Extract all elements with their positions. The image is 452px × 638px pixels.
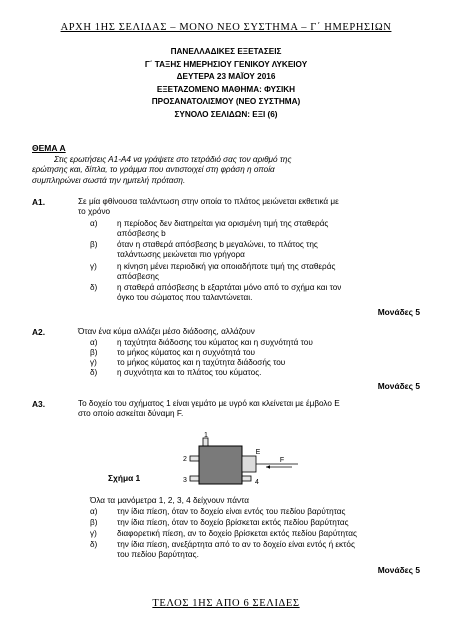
manometer-3-tube [190, 476, 199, 481]
option-letter: β) [90, 240, 98, 249]
marks-label: Μονάδες 5 [377, 381, 420, 391]
question-intro: Όλα τα μανόμετρα 1, 2, 3, 4 δείχνουν πάντα [90, 496, 249, 505]
section-title: ΘΕΜΑ Α [32, 143, 66, 153]
title-line: ΕΞΕΤΑΖΟΜΕΝΟ ΜΑΘΗΜΑ: ΦΥΣΙΚΗ [156, 84, 296, 94]
option-letter: δ) [90, 283, 98, 292]
label-piston: E [255, 449, 261, 456]
marks-label: Μονάδες 5 [377, 307, 420, 317]
option-letter: β) [90, 518, 98, 527]
instruction-line: ερώτησης και, δίπλα, το γράμμα που αντιστοιχεί στη φράση η οποία [32, 165, 275, 175]
option-text: η περίοδος δεν διατηρείται για ορισμένη τιμή της σταθεράς [117, 219, 329, 228]
option-text: όταν η σταθερά απόσβεσης b μεγαλώνει, το πλάτος της [117, 240, 318, 249]
option-text: το μήκος κύματος και η ταχύτητα διάδοσής του [117, 358, 286, 367]
exam-title-block [0, 46, 452, 122]
option-text: το μήκος κύματος και η συχνότητά του [117, 348, 255, 357]
option-text: την ίδια πίεση, όταν το δοχείο βρίσκεται εκτός πεδίου βαρύτητας [117, 518, 349, 527]
option-letter: β) [90, 348, 98, 357]
stem-line: στο οποίο ασκείται δύναμη F. [78, 409, 184, 419]
stem-line: Όταν ένα κύμα αλλάζει μέσο διάδοσης, αλλάζουν [78, 327, 255, 336]
title-line: ΠΑΝΕΛΛΑΔΙΚΕΣ ΕΞΕΤΑΣΕΙΣ [170, 47, 282, 56]
option-letter: γ) [90, 358, 97, 367]
question-stem [78, 197, 420, 217]
option-text: απόσβεσης b [117, 229, 166, 239]
option-text: την ίδια πίεση, όταν το δοχείο είναι εντός του πεδίου βαρύτητας [117, 507, 346, 516]
option-text: ταλάντωσης μειώνεται πιο γρήγορα [117, 250, 245, 260]
option-letter: γ) [90, 529, 97, 538]
instruction-line: Στις ερωτήσεις Α1-Α4 να γράψετε στο τετράδιό σας τον αριθμό της [54, 155, 292, 164]
stem-line: Σε μία φθίνουσα ταλάντωση στην οποία το πλάτος μειώνεται εκθετικά με [78, 197, 339, 206]
page-header: ΑΡΧΗ 1ΗΣ ΣΕΛΙΔΑΣ – ΜΟΝΟ ΝΕΟ ΣΥΣΤΗΜΑ – Γ΄ ΗΜΕΡΗΣΙΩΝ [60, 22, 392, 33]
question-number: Α1. [32, 197, 46, 207]
label-1: 1 [204, 432, 208, 439]
manometer-4-tube [242, 476, 251, 481]
question-stem [78, 327, 420, 337]
page-footer: ΤΕΛΟΣ 1ΗΣ ΑΠΟ 6 ΣΕΛΙΔΕΣ [152, 598, 300, 609]
option-text: διαφορετική πίεση, αν το δοχείο βρίσκεται εκτός πεδίου βαρύτητας [117, 529, 357, 538]
option-text: απόσβεσης [117, 272, 159, 282]
manometer-1-tube [203, 438, 208, 446]
label-2: 2 [183, 456, 187, 463]
option-letter: γ) [90, 262, 97, 271]
option-letter: δ) [90, 368, 98, 377]
option-text: η ταχύτητα διάδοσης του κύματος και η συχνότητά του [117, 338, 313, 347]
instruction-line: συμπληρώνει σωστά την ημιτελή πρόταση. [32, 175, 186, 185]
manometer-2-tube [190, 456, 199, 461]
option-letter: α) [90, 338, 98, 347]
question-stem [78, 399, 420, 419]
title-line: ΔΕΥΤΕΡΑ 23 ΜΑΪΟΥ 2016 [176, 72, 276, 82]
figure-container-diagram [170, 432, 300, 490]
title-line: Γ΄ ΤΑΞΗΣ ΗΜΕΡΗΣΙΟΥ ΓΕΝΙΚΟΥ ΛΥΚΕΙΟΥ [144, 59, 308, 69]
marks-label: Μονάδες 5 [377, 565, 420, 575]
option-text: η συχνότητα και το πλάτος του κύματος. [117, 368, 262, 377]
question-number: Α2. [32, 327, 46, 337]
piston-e [242, 456, 256, 472]
figure-caption: Σχήμα 1 [108, 473, 141, 483]
instructions [32, 155, 420, 186]
stem-line: Το δοχείο του σχήματος 1 είναι γεμάτο με υγρό και κλείνεται με έμβολο Ε [78, 399, 340, 408]
option-text: η σταθερά απόσβεσης b εξαρτάται μόνο από το σχήμα και τον [117, 283, 342, 292]
option-letter: α) [90, 219, 98, 228]
stem-line: το χρόνο [78, 207, 111, 217]
title-line: ΠΡΟΣΑΝΑΤΟΛΙΣΜΟΥ (ΝΕΟ ΣΥΣΤΗΜΑ) [151, 97, 301, 107]
container-body [199, 446, 242, 484]
force-arrowhead [266, 465, 270, 468]
option-text: του πεδίου βαρύτητας. [117, 550, 199, 560]
question-number: Α3. [32, 399, 46, 409]
label-3: 3 [183, 477, 187, 484]
option-letter: α) [90, 507, 98, 516]
label-force: F [279, 457, 285, 464]
option-text: όγκο του σώματος που ταλαντώνεται. [117, 293, 253, 303]
option-text: την ίδια πίεση, ανεξάρτητα από το αν το δοχείο είναι εντός ή εκτός [117, 540, 355, 549]
option-text: η κίνηση μένει περιοδική για οποιαδήποτε τιμή της σταθεράς [117, 262, 336, 271]
label-4: 4 [255, 479, 259, 486]
title-line: ΣΥΝΟΛΟ ΣΕΛΙΔΩΝ: ΕΞΙ (6) [174, 109, 278, 119]
option-letter: δ) [90, 540, 98, 549]
